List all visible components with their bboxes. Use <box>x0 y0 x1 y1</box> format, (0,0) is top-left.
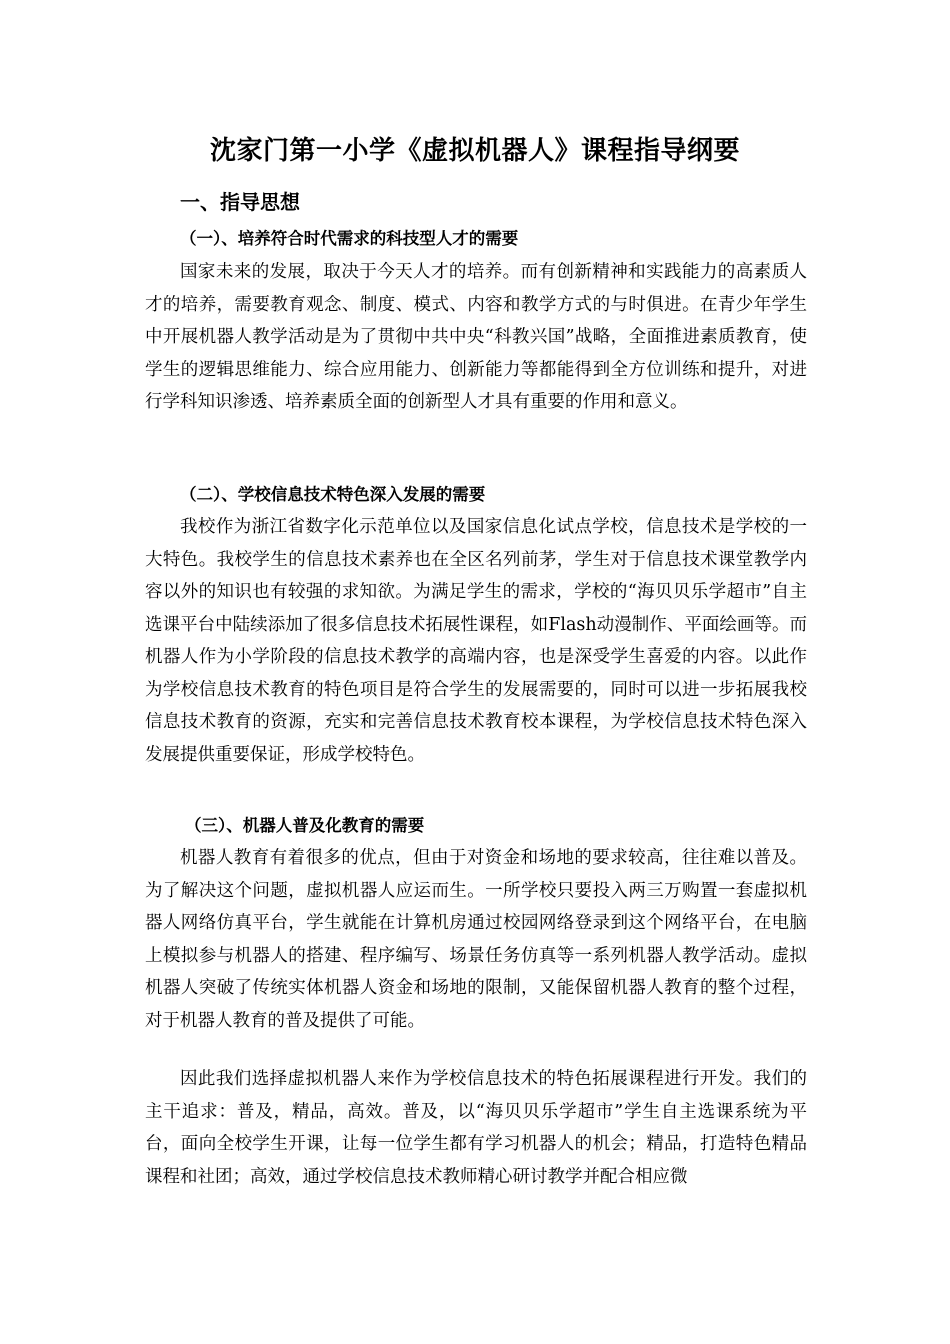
paragraph-1: 国家未来的发展，取决于今天人才的培养。而有创新精神和实践能力的高素质人才的培养，需要教育观念、制度、模式、内容和教学方式的与时俱进。在青少年学生中开展机器人教学活动是为了贯彻中共中央“科教兴国”战略，全面推进素质教育，使学生的逻辑思维能力、综合应用能力、创新能力等都能得到全方位训练和提升，对进行学科知识渗透、培养素质全面的创新型人才具有重要的作用和意义。 <box>145 262 807 412</box>
document-title: 沈家门第一小学《虚拟机器人》课程指导纲要 <box>209 136 740 166</box>
subsection-heading-2: （二）、学校信息技术特色深入发展的需要 <box>180 485 486 504</box>
paragraph-4: 因此我们选择虚拟机器人来作为学校信息技术的特色拓展课程进行开发。我们的主干追求：普及，精品，高效。普及，以“海贝贝乐学超市”学生自主选课系统为平台，面向全校学生开课，让每一位学生都有学习机器人的机会；精品，打造特色精品课程和社团；高效，通过学校信息技术教师精心研讨教学并配合相应微 <box>145 1069 807 1187</box>
section-heading-guiding-ideology: 一、指导思想 <box>180 190 300 214</box>
subsection-heading-3: （三）、机器人普及化教育的需要 <box>185 816 425 835</box>
paragraph-2: 我校作为浙江省数字化示范单位以及国家信息化试点学校，信息技术是学校的一大特色。我校学生的信息技术素养也在全区名列前茅，学生对于信息技术课堂教学内容以外的知识也有较强的求知欲。为满足学生的需求，学校的“海贝贝乐学超市”自主选课平台中陆续添加了很多信息技术拓展性课程，如Flash动漫制作、平面绘画等。而机器人作为小学阶段的信息技术教学的高端内容，也是深受学生喜爱的内容。以此作为学校信息技术教育的特色项目是符合学生的发展需要的，同时可以进一步拓展我校信息技术教育的资源，充实和完善信息技术教育校本课程，为学校信息技术特色深入发展提供重要保证，形成学校特色。 <box>145 517 807 765</box>
subsection-heading-1: （一）、培养符合时代需求的科技型人才的需要 <box>180 229 519 248</box>
paragraph-3: 机器人教育有着很多的优点，但由于对资金和场地的要求较高，往往难以普及。为了解决这个问题，虚拟机器人应运而生。一所学校只要投入两三万购置一套虚拟机器人网络仿真平台，学生就能在计算机房通过校园网络登录到这个网络平台，在电脑上模拟参与机器人的搭建、程序编写、场景任务仿真等一系列机器人教学活动。虚拟机器人突破了传统实体机器人资金和场地的限制，又能保留机器人教育的整个过程，对于机器人教育的普及提供了可能。 <box>145 848 807 1031</box>
